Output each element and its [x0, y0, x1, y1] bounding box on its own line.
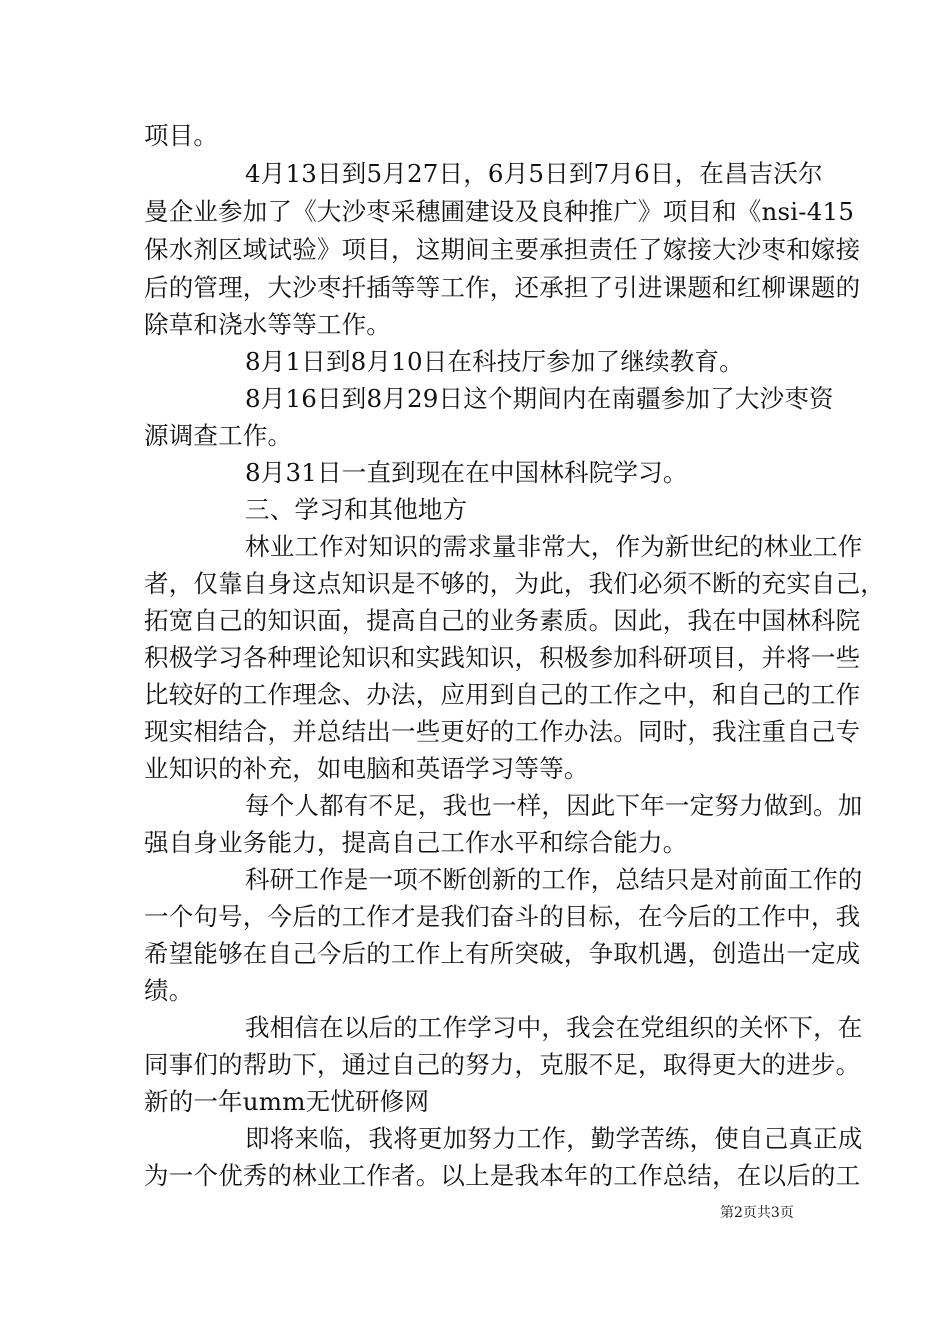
text-line: 业知识的补充，如电脑和英语学习等等。 [144, 754, 589, 783]
text-line: 绩。 [144, 976, 194, 1005]
text-line: 我相信在以后的工作学习中，我会在党组织的关怀下，在 [245, 1013, 863, 1042]
text-line: 林业工作对知识的需求量非常大，作为新世纪的林业工作 [245, 532, 863, 561]
text-line: 保水剂区域试验》项目，这期间主要承担责任了嫁接大沙枣和嫁接 [144, 235, 861, 264]
text-line: 为一个优秀的林业工作者。以上是我本年的工作总结，在以后的工 [144, 1161, 861, 1190]
text-line: 项目。 [144, 121, 219, 150]
text-line: 希望能够在自己今后的工作上有所突破，争取机遇，创造出一定成 [144, 939, 861, 968]
text-line: 源调查工作。 [144, 421, 293, 450]
text-line: 4月13日到5月27日，6月5日到7月6日，在昌吉沃尔 [245, 159, 823, 188]
text-line: 曼企业参加了《大沙枣采穗圃建设及良种推广》项目和《nsi-415 [144, 197, 855, 226]
text-line: 同事们的帮助下，通过自己的努力，克服不足，取得更大的进步。 [144, 1050, 861, 1079]
text-line: 现实相结合，并总结出一些更好的工作办法。同时，我注重自己专 [144, 717, 861, 746]
text-line: 即将来临，我将更加努力工作，勤学苦练，使自己真正成 [245, 1124, 863, 1153]
text-line: 后的管理，大沙枣扦插等等工作，还承担了引进课题和红柳课题的 [144, 273, 861, 302]
text-line: 科研工作是一项不断创新的工作，总结只是对前面工作的 [245, 865, 863, 894]
section-heading: 三、学习和其他地方 [245, 495, 468, 524]
text-line: 者，仅靠自身这点知识是不够的，为此，我们必须不断的充实自己， [144, 569, 885, 598]
text-line: 比较好的工作理念、办法，应用到自己的工作之中，和自己的工作 [144, 680, 861, 709]
text-line: 新的一年umm无忧研修网 [144, 1087, 430, 1116]
page-footer: 第2页共3页 [720, 1205, 794, 1221]
text-line: 一个句号，今后的工作才是我们奋斗的目标，在今后的工作中，我 [144, 902, 861, 931]
text-line: 8月31日一直到现在在中国林科院学习。 [245, 458, 688, 487]
text-line: 8月1日到8月10日在科技厅参加了继续教育。 [245, 347, 744, 376]
text-line: 强自身业务能力，提高自己工作水平和综合能力。 [144, 828, 688, 857]
text-line: 拓宽自己的知识面，提高自己的业务素质。因此，我在中国林科院 [144, 606, 861, 635]
text-line: 除草和浇水等等工作。 [144, 310, 391, 339]
text-line: 积极学习各种理论知识和实践知识，积极参加科研项目，并将一些 [144, 643, 861, 672]
text-line: 每个人都有不足，我也一样，因此下年一定努力做到。加 [245, 791, 863, 820]
text-line: 8月16日到8月29日这个期间内在南疆参加了大沙枣资 [245, 384, 834, 413]
